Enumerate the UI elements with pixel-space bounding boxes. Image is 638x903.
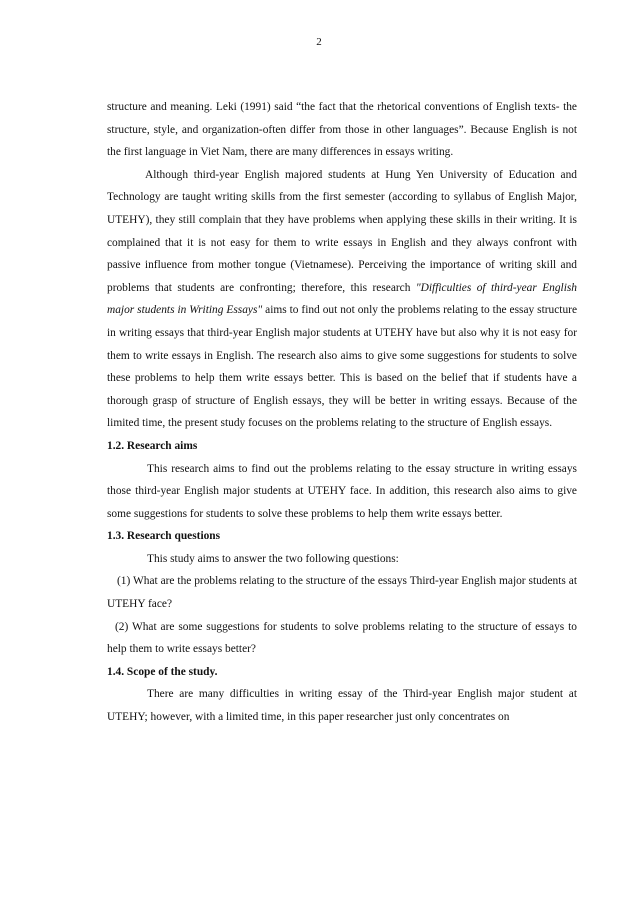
background-text-part1: Although third-year English majored students at Hung Yen University of Education and Technology are taught writing skills from the first semester (according to syllabus of English Major, UTEHY), they still complain that they have problems when applying these skills in their writing. It is complained that it is not easy for them to write essays in English and they always confront with passive influence from mother tongue (Vietnamese). Perceiving the importance of writing skill and problems that students are confronting; therefore, this research	[107, 168, 577, 294]
page-number: 2	[316, 36, 322, 48]
research-aims-paragraph: This research aims to find out the problems relating to the essay structure in writing essays those third-year English major students at UTEHY face. In addition, this research also aims to give some suggestions for students to solve these problems to help them write essays better.	[107, 462, 577, 520]
background-paragraph	[107, 164, 577, 435]
research-aims-heading: 1.2. Research aims	[107, 439, 198, 452]
research-question-2: (2) What are some suggestions for students to solve problems relating to the structure of essays to help them to write essays better?	[107, 620, 577, 656]
research-questions-intro: This study aims to answer the two following questions:	[147, 552, 399, 565]
research-title: "Difficulties of third-year English major students in Writing Essays"	[107, 281, 577, 317]
research-question-1: (1) What are the problems relating to the structure of the essays Third-year English major students at UTEHY face?	[107, 575, 577, 611]
background-text-part2: aims to find out not only the problems relating to the essay structure in writing essays that third-year English major students at UTEHY have but also why it is not easy for them to write essays in English. The research also aims to give some suggestions for students to solve these problems to help them write essays better. This is based on the belief that if students have a thorough grasp of structure of English essays, they will be better in writing essays. Because of the limited time, the present study focuses on the problems relating to the structure of English essays.	[107, 304, 578, 430]
intro-paragraph: structure and meaning. Leki (1991) said “the fact that the rhetorical conventions of English texts- the structure, style, and organization-often differ from those in other languages”. Because English is not the first language in Viet Nam, there are many differences in essays writing.	[107, 101, 577, 159]
research-questions-heading: 1.3. Research questions	[107, 530, 221, 543]
scope-paragraph: There are many difficulties in writing essay of the Third-year English major student at UTEHY; however, with a limited time, in this paper researcher just only concentrates on	[107, 688, 577, 724]
document-body	[107, 96, 577, 729]
scope-heading: 1.4. Scope of the study.	[107, 665, 218, 678]
